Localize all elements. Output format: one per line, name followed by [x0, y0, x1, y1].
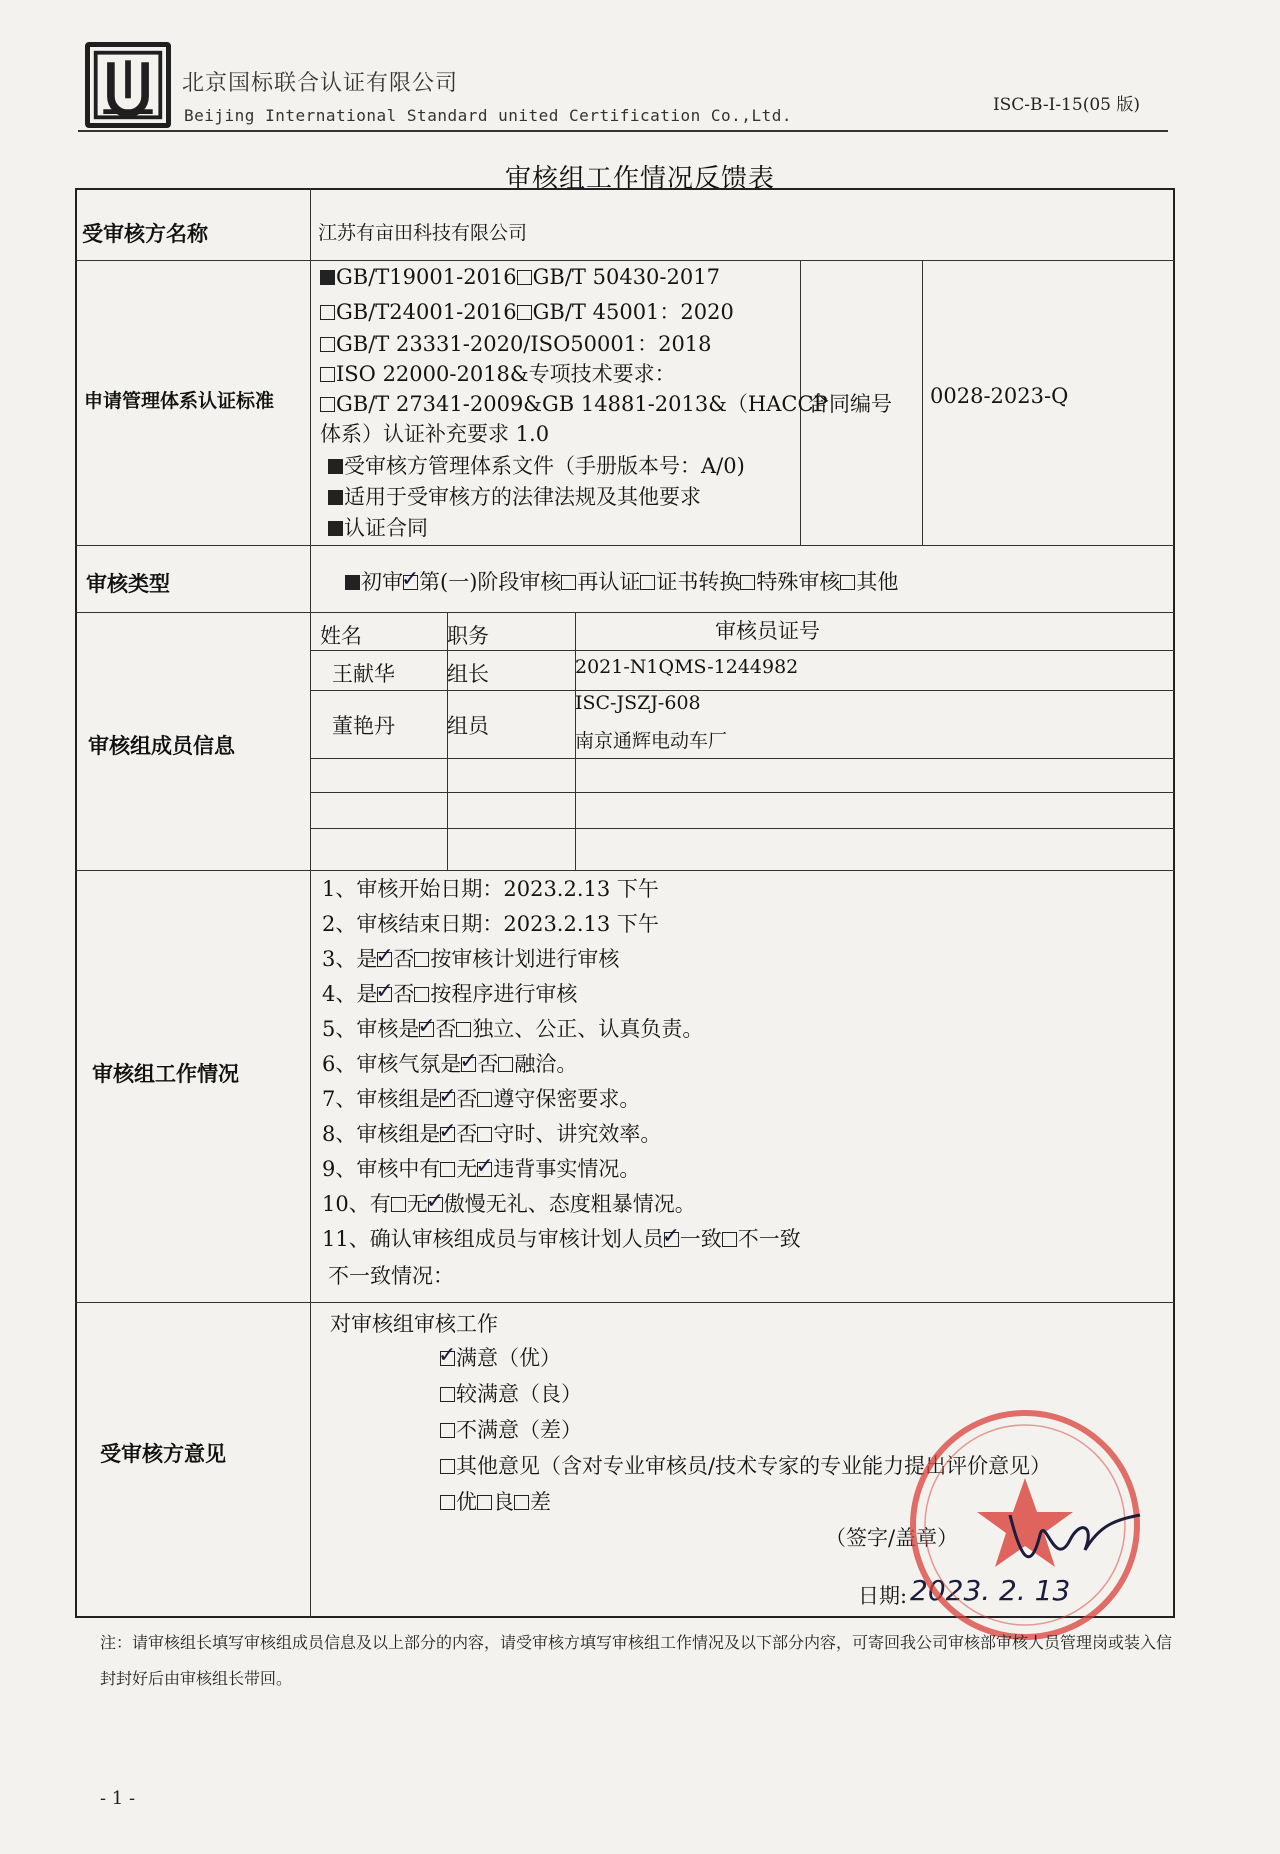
checkbox-checked[interactable] — [661, 1224, 681, 1249]
opinion-label: 受审核方意见 — [100, 1442, 226, 1466]
std-line-4: ISO 22000-2018&专项技术要求： — [320, 358, 676, 388]
work-item-12: 不一致情况： — [328, 1264, 454, 1288]
std-line-8: 适用于受审核方的法律法规及其他要求 — [328, 481, 701, 511]
tick-mark-icon: ✓ — [375, 944, 394, 969]
checkbox[interactable] — [440, 1495, 455, 1510]
opinion-option-5: 优 良 差 — [440, 1486, 551, 1516]
checkbox[interactable] — [517, 305, 532, 320]
company-name-cn: 北京国标联合认证有限公司 — [182, 71, 459, 96]
tick-mark-icon: ✓ — [438, 1119, 457, 1144]
checkbox[interactable] — [320, 337, 335, 352]
checkbox[interactable] — [320, 367, 335, 382]
checkbox-checked[interactable] — [401, 567, 420, 592]
footnote: 注：请审核组长填写审核组成员信息及以上部分的内容，请受审核方填写审核组工作情况及以下部分内容，可寄回我公司审核部审核人员管理岗或装入信封封好后由审核组长带回。 — [100, 1633, 1173, 1688]
checkbox[interactable] — [517, 270, 532, 285]
checkbox-checked[interactable] — [438, 1084, 457, 1109]
checkbox-checked[interactable] — [328, 490, 343, 505]
work-label: 审核组工作情况 — [92, 1062, 239, 1086]
contract-number: 0028-2023-Q — [930, 384, 1069, 408]
checkbox[interactable] — [320, 397, 335, 412]
checkbox[interactable] — [440, 1387, 455, 1402]
checkbox[interactable] — [722, 1232, 737, 1247]
checkbox[interactable] — [414, 987, 429, 1002]
checkbox[interactable] — [840, 575, 855, 590]
work-item-8: 8、审核组是 ✓ 否 守时、讲究效率。 — [322, 1119, 662, 1146]
std-line-3: GB/T 23331-2020/ISO50001：2018 — [320, 328, 712, 358]
team-label: 审核组成员信息 — [88, 734, 235, 758]
checkbox[interactable] — [440, 1459, 455, 1474]
tick-mark-icon: ✓ — [459, 1049, 478, 1074]
work-item-5: 5、审核是 ✓ 否 独立、公正、认真负责。 — [322, 1014, 704, 1041]
page-number: - 1 - — [100, 1788, 136, 1809]
signature-label: （签字/盖章） — [825, 1526, 959, 1550]
opinion-option-4: 其他意见（含对专业审核员/技术专家的专业能力提出评价意见） — [440, 1450, 1051, 1480]
opinion-option-2: 较满意（良） — [440, 1378, 582, 1408]
member-1-name: 王献华 — [332, 662, 395, 686]
checkbox-checked[interactable] — [320, 270, 335, 285]
document-code: ISC-B-I-15(05 版) — [992, 95, 1140, 115]
opinion-option-1: ✓ 满意（优） — [438, 1343, 561, 1370]
member-2-name: 董艳丹 — [332, 714, 395, 738]
checkbox[interactable] — [414, 952, 429, 967]
work-item-4: 4、是 ✓ 否 按程序进行审核 — [322, 979, 578, 1006]
std-line-1: GB/T19001-2016 GB/T 50430-2017 — [320, 265, 720, 289]
standards-label: 申请管理体系认证标准 — [84, 390, 275, 412]
checkbox-checked[interactable] — [459, 1049, 478, 1074]
tick-mark-icon: ✓ — [425, 1189, 445, 1214]
opinion-option-3: 不满意（差） — [440, 1414, 582, 1444]
tick-mark-icon: ✓ — [661, 1224, 681, 1249]
handwritten-date: 2023. 2. 13 — [910, 1574, 1071, 1607]
tick-mark-icon: ✓ — [375, 979, 394, 1004]
work-item-11: 11、确认审核组成员与审核计划人员 ✓ 一致 不一致 — [322, 1224, 801, 1251]
checkbox[interactable] — [477, 1127, 492, 1142]
audit-type-label: 审核类型 — [86, 572, 170, 596]
opinion-intro: 对审核组审核工作 — [330, 1312, 498, 1336]
checkbox[interactable] — [498, 1057, 513, 1072]
handwritten-signature-icon — [1000, 1495, 1150, 1585]
work-item-1: 1、审核开始日期：2023.2.13 下午 — [322, 877, 659, 901]
checkbox[interactable] — [320, 305, 335, 320]
checkbox-checked[interactable] — [328, 459, 343, 474]
tick-mark-icon: ✓ — [438, 1084, 457, 1109]
checkbox-checked[interactable] — [438, 1343, 457, 1368]
checkbox-checked[interactable] — [345, 575, 360, 590]
company-logo — [85, 42, 171, 128]
checkbox-checked[interactable] — [328, 521, 343, 536]
checkbox[interactable] — [477, 1495, 492, 1510]
std-line-5: GB/T 27341-2009&GB 14881-2013&（HACCP — [320, 388, 828, 418]
member-1-cert: 2021-N1QMS-1244982 — [575, 656, 799, 678]
header-divider — [78, 130, 1168, 132]
checkbox-checked[interactable] — [417, 1014, 436, 1039]
member-1-role: 组长 — [447, 662, 489, 686]
member-2-role: 组员 — [447, 714, 489, 738]
checkbox[interactable] — [640, 575, 655, 590]
member-2-org: 南京通辉电动车厂 — [575, 730, 728, 752]
auditee-name: 江苏有亩田科技有限公司 — [318, 222, 528, 244]
std-line-7: 受审核方管理体系文件（手册版本号：A/0) — [328, 450, 745, 480]
team-col-role: 职务 — [447, 624, 489, 648]
member-2-cert: ISC-JSZJ-608 — [575, 692, 701, 714]
team-col-name: 姓名 — [320, 624, 362, 648]
auditee-label: 受审核方名称 — [82, 222, 208, 246]
checkbox-checked[interactable] — [475, 1154, 494, 1179]
std-line-9: 认证合同 — [328, 512, 428, 542]
tick-mark-icon: ✓ — [401, 567, 420, 592]
checkbox-checked[interactable] — [375, 944, 394, 969]
tick-mark-icon: ✓ — [475, 1154, 494, 1179]
work-item-6: 6、审核气氛是 ✓ 否 融洽。 — [322, 1049, 578, 1076]
checkbox[interactable] — [440, 1423, 455, 1438]
checkbox-checked[interactable] — [438, 1119, 457, 1144]
checkbox[interactable] — [740, 575, 755, 590]
work-item-9: 9、审核中有 无 ✓ 违背事实情况。 — [322, 1154, 641, 1181]
team-col-cert: 审核员证号 — [715, 619, 820, 643]
audit-type-options: 初审 ✓ 第(一)阶段审核 再认证 证书转换 特殊审核 其他 — [345, 566, 898, 596]
contract-label: 合同编号 — [808, 392, 892, 416]
checkbox[interactable] — [561, 575, 576, 590]
tick-mark-icon: ✓ — [438, 1343, 457, 1368]
checkbox[interactable] — [514, 1495, 529, 1510]
std-line-2: GB/T24001-2016 GB/T 45001：2020 — [320, 296, 734, 326]
form-title: 审核组工作情况反馈表 — [504, 164, 775, 194]
checkbox-checked[interactable] — [425, 1189, 445, 1214]
tick-mark-icon: ✓ — [417, 1014, 436, 1039]
company-name-en: Beijing International Standard united Certification Co.,Ltd. — [184, 106, 792, 125]
date-label: 日期: — [858, 1584, 908, 1608]
checkbox[interactable] — [477, 1092, 492, 1107]
checkbox[interactable] — [440, 1162, 455, 1177]
checkbox[interactable] — [391, 1197, 406, 1212]
work-item-2: 2、审核结束日期：2023.2.13 下午 — [322, 912, 659, 936]
work-item-10: 10、有 无 ✓ 傲慢无礼、态度粗暴情况。 — [322, 1189, 696, 1216]
work-item-3: 3、是 ✓ 否 按审核计划进行审核 — [322, 944, 620, 971]
checkbox[interactable] — [456, 1022, 471, 1037]
std-line-6: 体系）认证补充要求 1.0 — [320, 422, 550, 446]
checkbox-checked[interactable] — [375, 979, 394, 1004]
work-item-7: 7、审核组是 ✓ 否 遵守保密要求。 — [322, 1084, 641, 1111]
